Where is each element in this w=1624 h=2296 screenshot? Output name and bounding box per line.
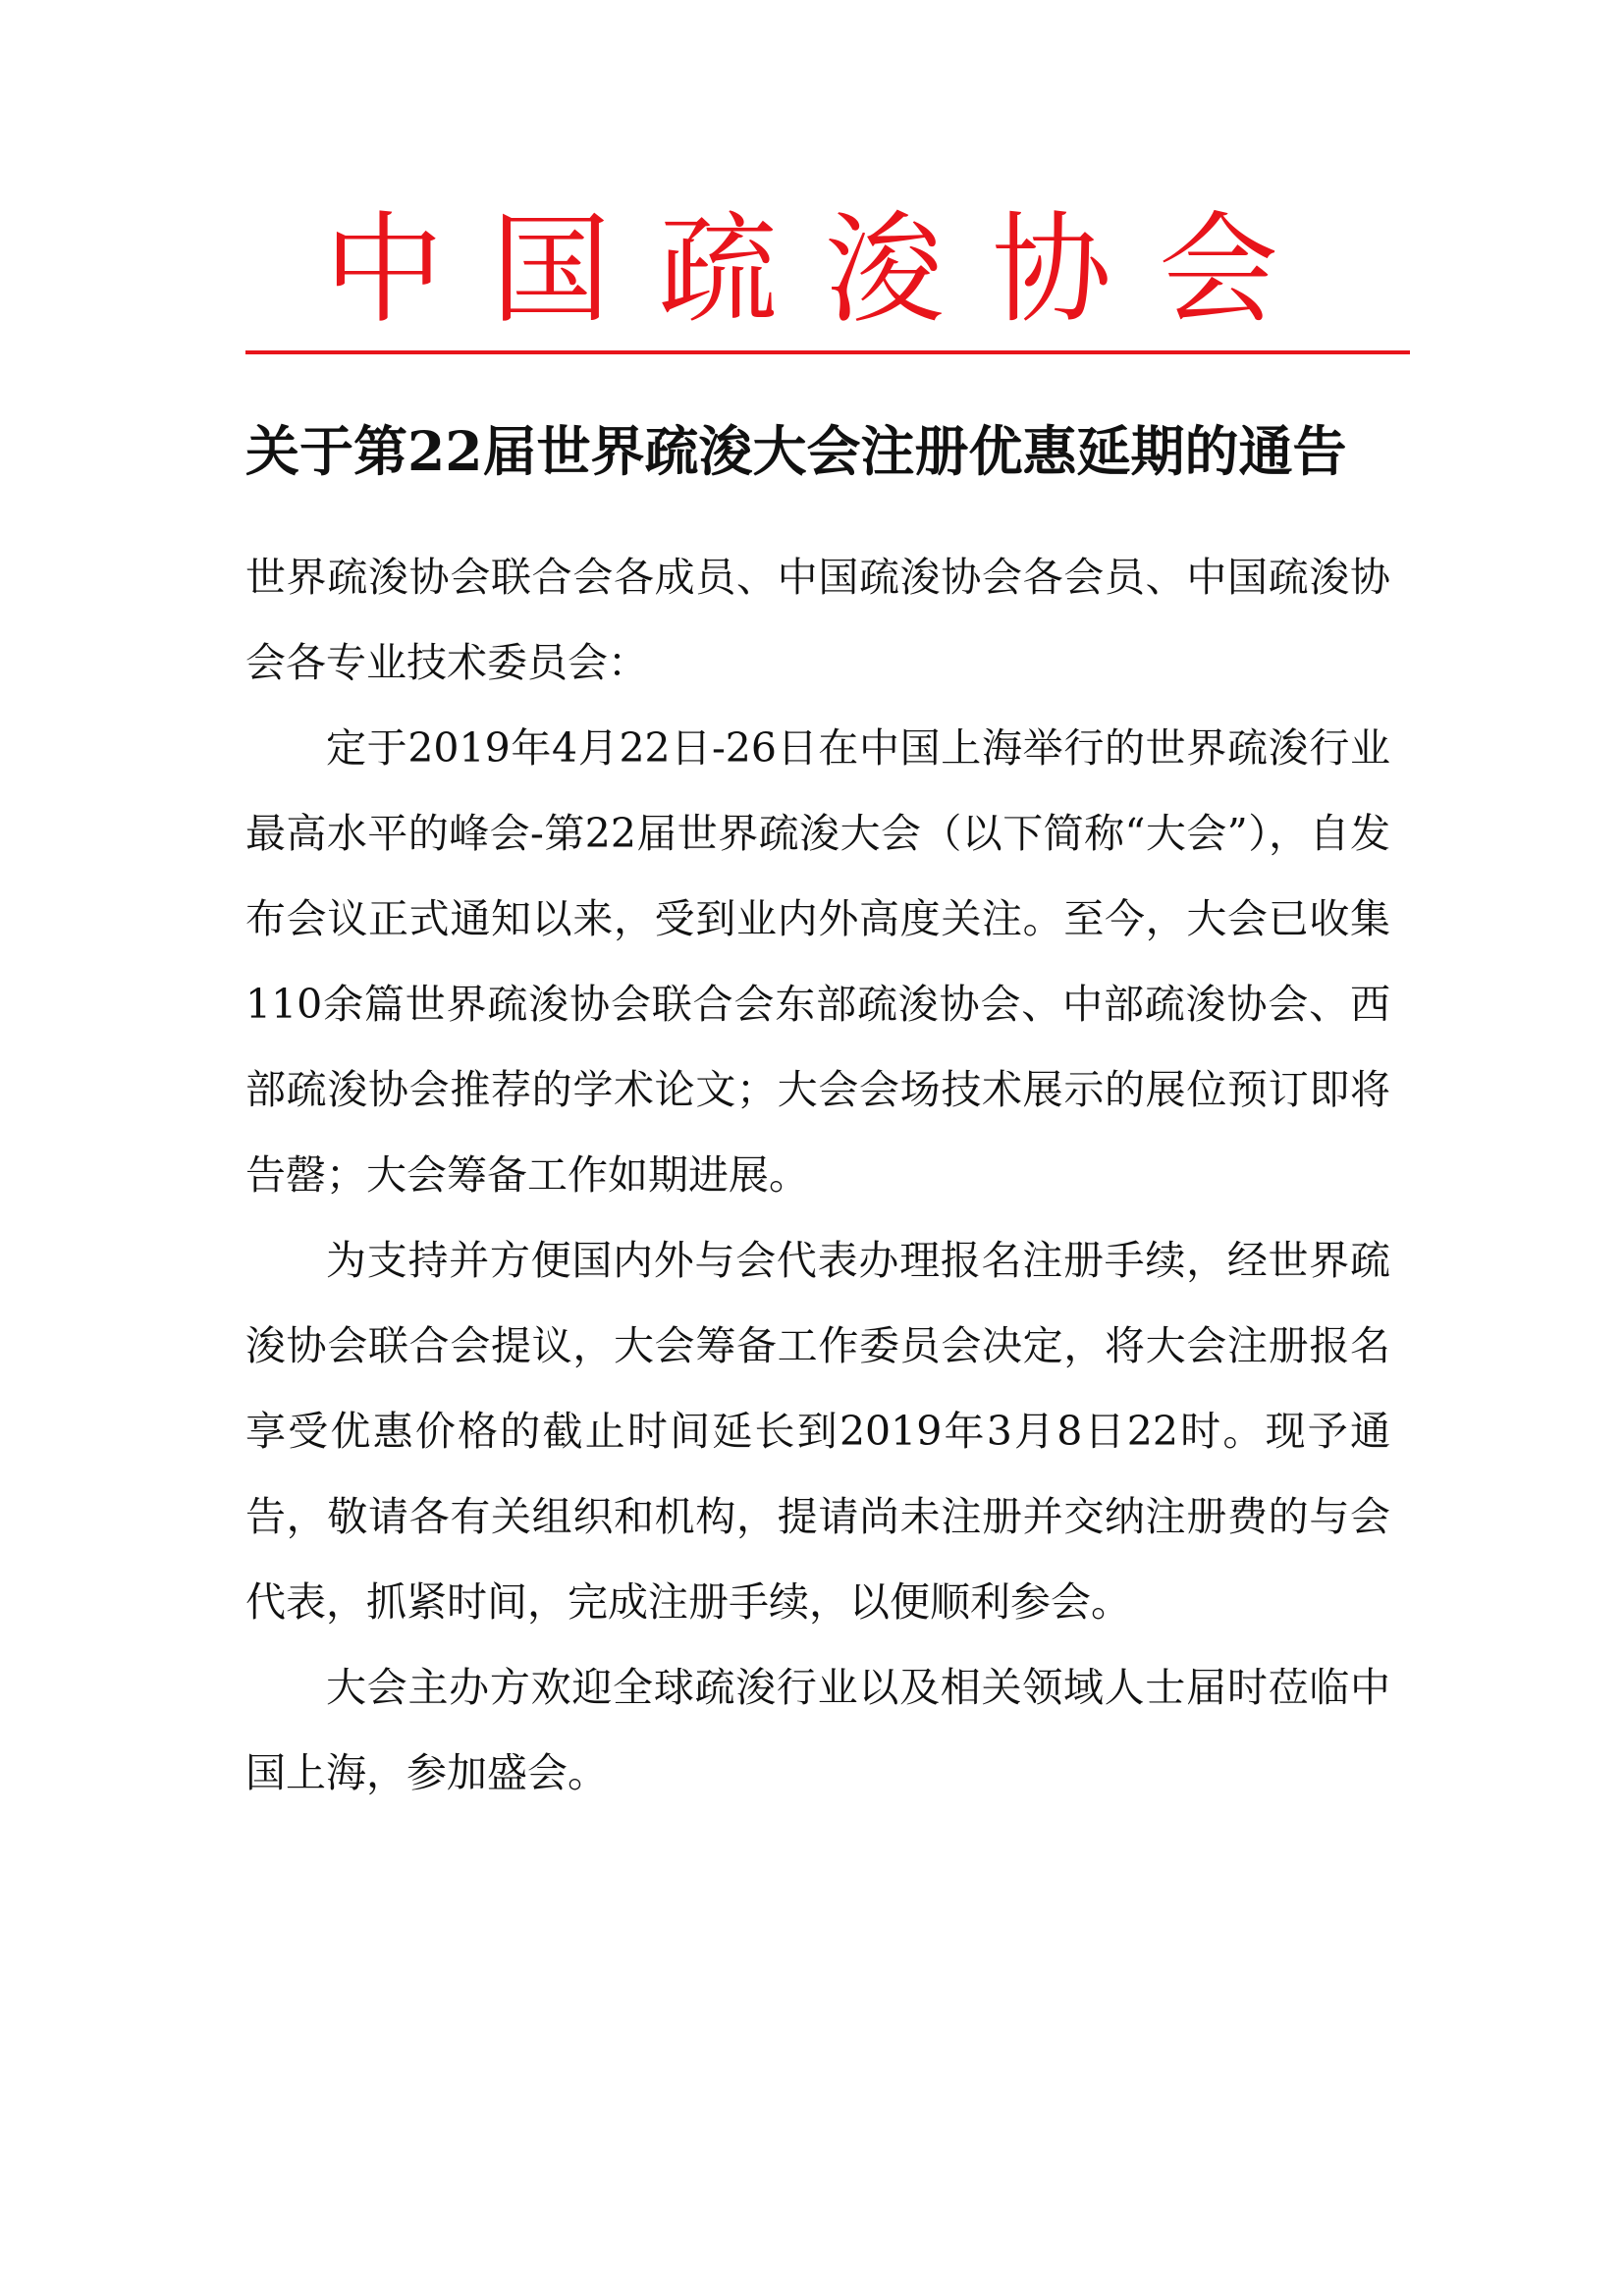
letterhead-red-rule [245,350,1410,354]
notice-body [245,535,1390,1816]
letterhead-organization-name: 中国疏浚协会 [324,200,1326,340]
body-paragraph-2: 为支持并方便国内外与会代表办理报名注册手续，经世界疏浚协会联合会提议，大会筹备工作委员会决定，将大会注册报名享受优惠价格的截止时间延长到2019年3月8日22时。现予通告，敬请各有关组织和机构，提请尚未注册并交纳注册费的与会代表，抓紧时间，完成注册手续，以便顺利参会。 [245,1237,1390,1626]
salutation: 世界疏浚协会联合会各成员、中国疏浚协会各会员、中国疏浚协会各专业技术委员会： [245,554,1390,686]
body-paragraph-1: 定于2019年4月22日-26日在中国上海举行的世界疏浚行业最高水平的峰会-第22届世界疏浚大会（以下简称“大会”），自发布会议正式通知以来，受到业内外高度关注。至今，大会已收集110余篇世界疏浚协会联合会东部疏浚协会、中部疏浚协会、西部疏浚协会推荐的学术论文；大会会场技术展示的展位预订即将告罄；大会筹备工作如期进展。 [245,724,1390,1199]
body-paragraph-3: 大会主办方欢迎全球疏浚行业以及相关领域人士届时莅临中国上海，参加盛会。 [245,1664,1390,1796]
notice-title: 关于第22届世界疏浚大会注册优惠延期的通告 [245,419,1347,483]
